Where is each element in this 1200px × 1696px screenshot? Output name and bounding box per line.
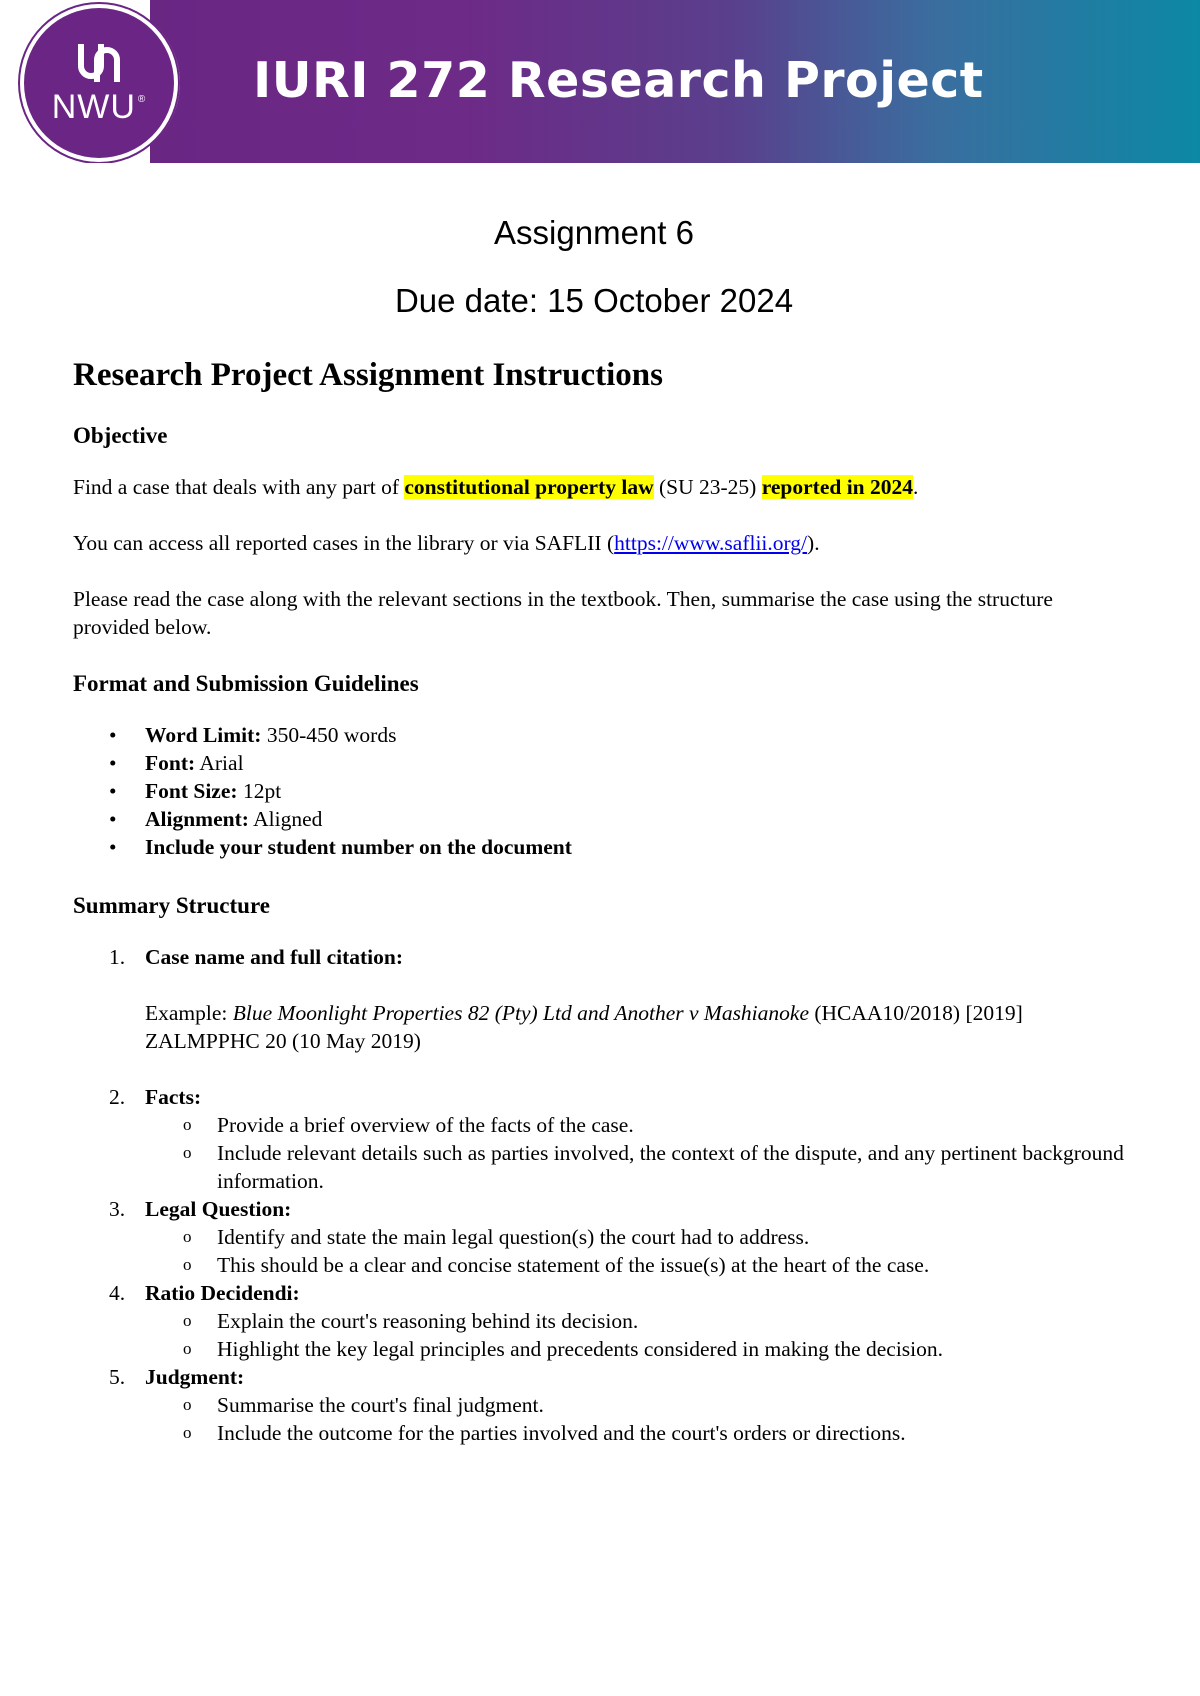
- list-item: • Font Size: 12pt: [145, 777, 1133, 805]
- saflii-link[interactable]: https://www.saflii.org/: [614, 531, 808, 555]
- format-list: [73, 721, 1133, 861]
- objective-paragraph-3: Please read the case along with the relevant sections in the textbook. Then, summarise the case using the structure provided below.: [73, 587, 1053, 639]
- list-item: o Include relevant details such as parties involved, the context of the dispute, and any pertinent background information.: [217, 1139, 1133, 1195]
- logo-text: NWU ®: [51, 87, 147, 126]
- citation-example: Example: Blue Moonlight Properties 82 (Pty) Ltd and Another v Mashianoke (HCAA10/2018) [2019] ZALMPPHC 20 (10 May 2019): [145, 1001, 1023, 1053]
- assignment-number: Assignment 6: [494, 214, 694, 251]
- summary-item-facts: 2. Facts: o Provide a brief overview of the facts of the case. o Include relevant details such as parties involved, the context of the dispute, and any pertinent background information.: [145, 1083, 1133, 1195]
- due-date: Due date: 15 October 2024: [394, 282, 794, 319]
- list-item: o Provide a brief overview of the facts of the case.: [217, 1111, 1133, 1139]
- summary-list: [73, 943, 1133, 1447]
- page-title: Research Project Assignment Instructions: [73, 357, 663, 393]
- list-item: o This should be a clear and concise statement of the issue(s) at the heart of the case.: [217, 1251, 1133, 1279]
- highlight-reported-2024: reported in 2024: [761, 475, 914, 499]
- list-item: • Include your student number on the document: [145, 833, 1133, 861]
- objective-paragraph-1: Find a case that deals with any part of constitutional property law (SU 23-25) reported in 2024.: [73, 475, 919, 499]
- list-item: o Explain the court's reasoning behind its decision.: [217, 1307, 1133, 1335]
- summary-item-legal-question: 3. Legal Question: o Identify and state the main legal question(s) the court had to address. o This should be a clear and concise statement of the issue(s) at the heart of the case.: [145, 1195, 1133, 1279]
- list-item: o Highlight the key legal principles and precedents considered in making the decision.: [217, 1335, 1133, 1363]
- registered-mark: ®: [137, 93, 147, 105]
- summary-heading: Summary Structure: [73, 893, 270, 918]
- header-banner: [0, 0, 1200, 163]
- list-item: o Identify and state the main legal question(s) the court had to address.: [217, 1223, 1133, 1251]
- summary-item-ratio: 4. Ratio Decidendi: o Explain the court's reasoning behind its decision. o Highlight the key legal principles and precedents considered in making the decision.: [145, 1279, 1133, 1363]
- summary-item-citation: 1. Case name and full citation: Example: Blue Moonlight Properties 82 (Pty) Ltd and Another v Mashianoke (HCAA10/2018) [2019] ZALMPPHC 20 (10 May 2019): [145, 943, 1133, 1055]
- nwu-logo: [24, 8, 174, 158]
- highlight-constitutional-property-law: constitutional property law: [404, 475, 654, 499]
- list-item: • Alignment: Aligned: [145, 805, 1133, 833]
- summary-item-judgment: 5. Judgment: o Summarise the court's final judgment. o Include the outcome for the parties involved and the court's orders or directions.: [145, 1363, 1133, 1447]
- list-item: • Word Limit: 350-450 words: [145, 721, 1133, 749]
- format-heading: Format and Submission Guidelines: [73, 671, 419, 696]
- objective-heading: Objective: [73, 423, 168, 448]
- document-body: [73, 355, 1133, 1447]
- list-item: o Include the outcome for the parties involved and the court's orders or directions.: [217, 1419, 1133, 1447]
- list-item: • Font: Arial: [145, 749, 1133, 777]
- list-item: o Summarise the court's final judgment.: [217, 1391, 1133, 1419]
- objective-paragraph-2: You can access all reported cases in the library or via SAFLII (https://www.saflii.org/).: [73, 531, 820, 555]
- nwu-emblem-icon: [73, 40, 125, 86]
- banner-title: IURI 272 Research Project: [253, 52, 984, 109]
